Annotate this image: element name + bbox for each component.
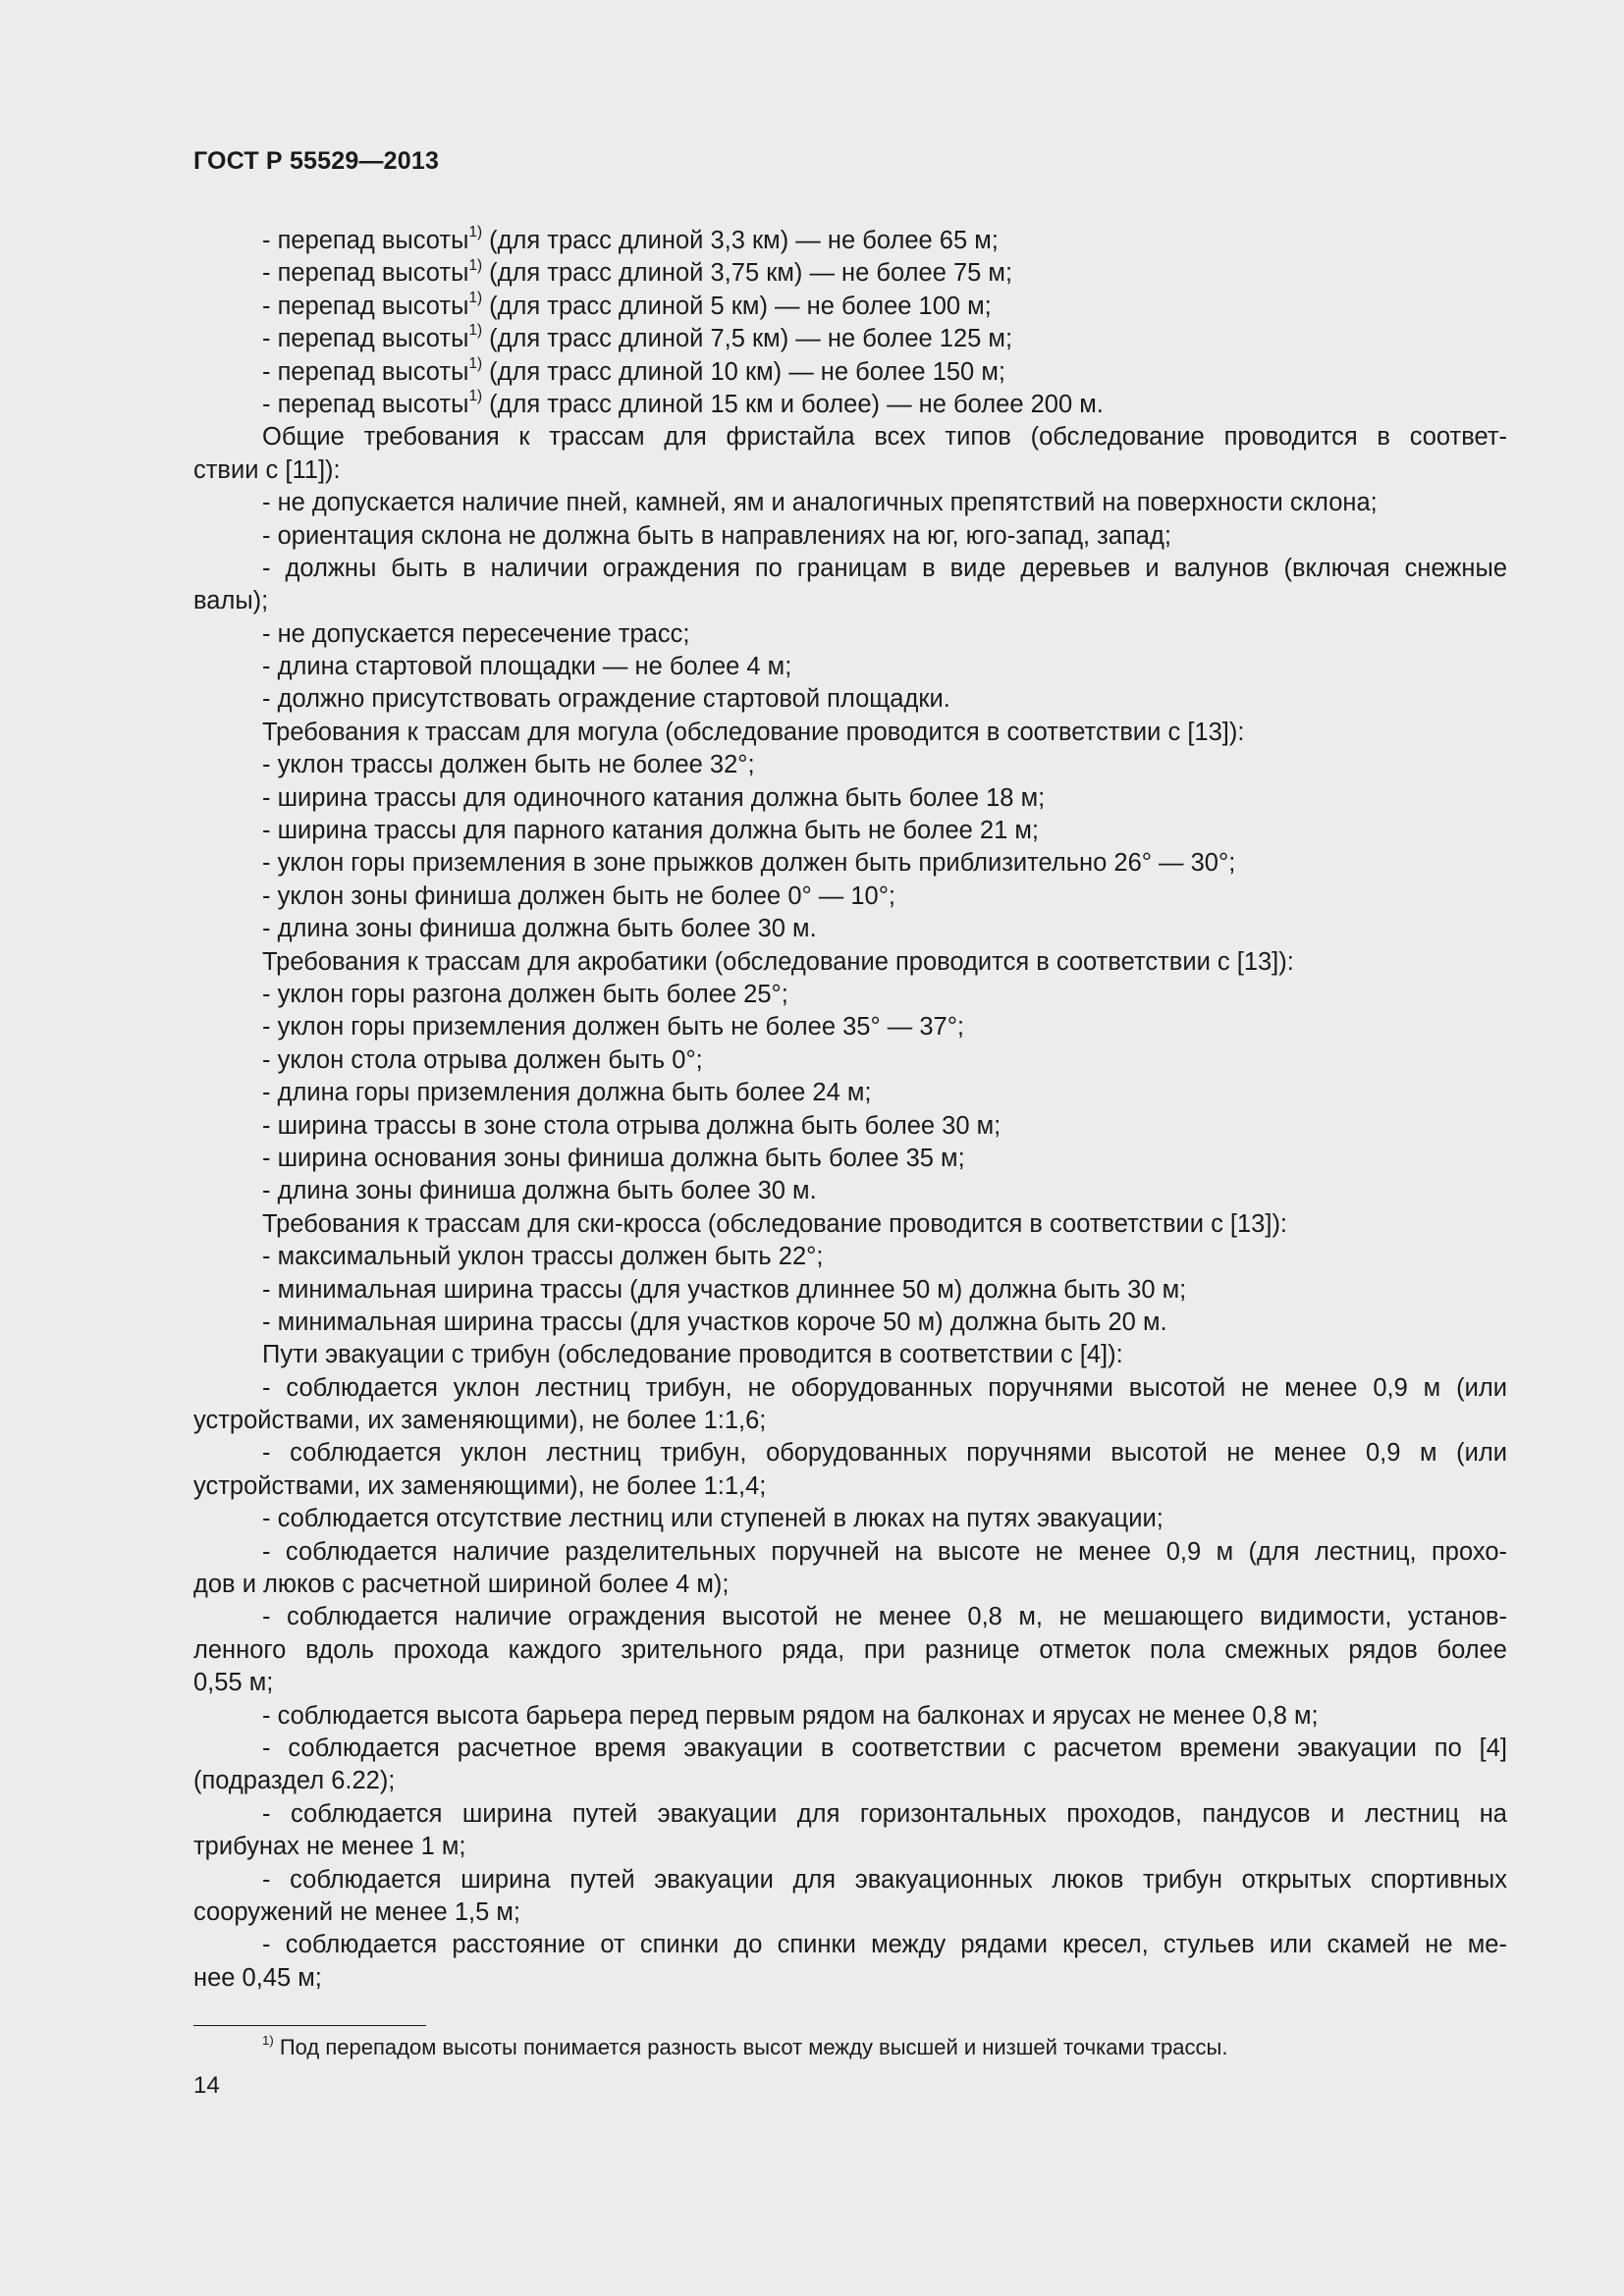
list-item <box>193 323 1507 355</box>
line-text: - перепад высоты <box>262 259 469 288</box>
line-text: - перепад высоты <box>262 390 469 418</box>
footnote-separator <box>193 2025 426 2026</box>
footnote-ref: 1) <box>468 256 483 274</box>
list-item: - уклон горы приземления должен быть не более 35° — 37°; <box>262 1013 964 1041</box>
paragraph-line: (подраздел 6.22); <box>193 1767 396 1795</box>
paragraph-line: ленного вдоль прохода каждого зрительного ряда, при разнице отметок пола смежных рядов более <box>193 1635 1507 1664</box>
line-text: - перепад высоты <box>262 227 469 254</box>
document-header: ГОСТ Р 55529—2013 <box>193 147 440 175</box>
list-item: - соблюдается расчетное время эвакуации в соответствии с расчетом времени эвакуации по [4] <box>262 1734 1507 1762</box>
footnote-text: Под перепадом высоты понимается разность высот между высшей и низшей точками трассы. <box>273 2035 1228 2059</box>
list-item: - длина горы приземления должна быть более 24 м; <box>262 1079 872 1107</box>
list-item <box>193 389 1507 421</box>
list-item: - соблюдается высота барьера перед первым рядом на балконах и ярусах не менее 0,8 м; <box>262 1701 1319 1730</box>
list-item: - соблюдается наличие разделительных поручней на высоте не менее 0,9 м (для лестниц, прохо- <box>262 1537 1507 1566</box>
list-item: - не допускается пересечение трасс; <box>262 619 690 648</box>
footnote-ref: 1) <box>468 322 483 340</box>
list-item: - ширина трассы для одиночного катания должна быть более 18 м; <box>262 783 1046 812</box>
paragraph-line: трибунах не менее 1 м; <box>193 1833 466 1861</box>
list-item: - соблюдается наличие ограждения высотой не менее 0,8 м, не мешающего видимости, установ- <box>262 1603 1507 1631</box>
list-item: - ширина основания зоны финиша должна быть более 35 м; <box>262 1144 965 1172</box>
line-text: (для трасс длиной 15 км и более) — не более 200 м. <box>482 390 1104 418</box>
list-item: - максимальный уклон трассы должен быть 22°; <box>262 1243 824 1271</box>
line-text: (для трасс длиной 5 км) — не более 100 м; <box>482 292 992 320</box>
list-item: - длина стартовой площадки — не более 4 м; <box>262 653 792 681</box>
footnote-mark: 1) <box>262 2032 274 2048</box>
line-text: - перепад высоты <box>262 325 469 353</box>
paragraph-line: 0,55 м; <box>193 1669 274 1697</box>
section-heading: Требования к трассам для акробатики (обследование проводится в соответствии с [13]): <box>262 947 1294 976</box>
paragraph-line: дов и люков с расчетной шириной более 4 м); <box>193 1571 730 1599</box>
list-item <box>193 291 1507 323</box>
list-item: - уклон зоны финиша должен быть не более 0° — 10°; <box>262 881 896 910</box>
line-text: (для трасс длиной 10 км) — не более 150 м; <box>482 357 1005 386</box>
list-item: - должны быть в наличии ограждения по границам в виде деревьев и валунов (включая снежные <box>262 554 1507 582</box>
list-item: - соблюдается уклон лестниц трибун, оборудованных поручнями высотой не менее 0,9 м (или <box>262 1439 1507 1468</box>
paragraph-line: валы); <box>193 587 269 615</box>
list-item: - длина зоны финиша должна быть более 30 м. <box>262 1177 817 1205</box>
list-item: - соблюдается уклон лестниц трибун, не оборудованных поручнями высотой не менее 0,9 м (или <box>262 1373 1507 1402</box>
list-item: - не допускается наличие пней, камней, ям и аналогичных препятствий на поверхности склона; <box>262 489 1378 517</box>
list-item: - уклон стола отрыва должен быть 0°; <box>262 1045 703 1074</box>
footnote-ref: 1) <box>468 224 483 241</box>
line-text: (для трасс длиной 3,3 км) — не более 65 м; <box>482 227 999 254</box>
section-heading: Требования к трассам для ски-кросса (обследование проводится в соответствии с [13]): <box>262 1209 1288 1238</box>
paragraph-line: ствии с [11]): <box>193 455 341 484</box>
list-item: - уклон трассы должен быть не более 32°; <box>262 751 755 779</box>
list-item: - соблюдается ширина путей эвакуации для горизонтальных проходов, пандусов и лестниц на <box>262 1799 1507 1828</box>
list-item: - уклон горы приземления в зоне прыжков должен быть приблизительно 26° — 30°; <box>262 849 1236 878</box>
page-number: 14 <box>193 2072 220 2099</box>
list-item: - соблюдается ширина путей эвакуации для эвакуационных люков трибун открытых спортивных <box>262 1865 1507 1894</box>
list-item: - длина зоны финиша должна быть более 30 м. <box>262 915 817 943</box>
document-body <box>193 225 1507 1995</box>
list-item <box>193 257 1507 290</box>
line-text: - перепад высоты <box>262 357 469 386</box>
list-item: - соблюдается отсутствие лестниц или ступеней в люках на путях эвакуации; <box>262 1505 1164 1533</box>
list-item: - минимальная ширина трассы (для участков длиннее 50 м) должна быть 30 м; <box>262 1275 1187 1304</box>
list-item: - минимальная ширина трассы (для участков короче 50 м) должна быть 20 м. <box>262 1308 1167 1336</box>
line-text: (для трасс длиной 3,75 км) — не более 75 м; <box>482 259 1013 288</box>
footnote <box>262 2033 1227 2062</box>
list-item: - ширина трассы для парного катания должна быть не более 21 м; <box>262 817 1039 845</box>
list-item: - должно присутствовать ограждение стартовой площадки. <box>262 685 950 714</box>
paragraph-line: сооружений не менее 1,5 м; <box>193 1897 520 1926</box>
list-item: - уклон горы разгона должен быть более 25°; <box>262 980 788 1008</box>
paragraph-line: Общие требования к трассам для фристайла всех типов (обследование проводится в соответ- <box>262 423 1507 452</box>
footnote-ref: 1) <box>468 290 483 306</box>
footnote-ref: 1) <box>468 388 483 405</box>
list-item: - ориентация склона не должна быть в направлениях на юг, юго-запад, запад; <box>262 521 1171 550</box>
list-item <box>193 356 1507 389</box>
list-item: - ширина трассы в зоне стола отрыва должна быть более 30 м; <box>262 1111 1001 1140</box>
paragraph-line: нее 0,45 м; <box>193 1963 322 1992</box>
paragraph-line: устройствами, их заменяющими), не более 1:1,6; <box>193 1407 767 1435</box>
section-heading: Требования к трассам для могула (обследование проводится в соответствии с [13]): <box>262 718 1245 746</box>
line-text: - перепад высоты <box>262 292 469 320</box>
list-item <box>193 225 1507 257</box>
line-text: (для трасс длиной 7,5 км) — не более 125 м; <box>482 325 1013 353</box>
footnote-ref: 1) <box>468 354 483 372</box>
section-heading: Пути эвакуации с трибун (обследование проводится в соответствии с [4]): <box>262 1341 1123 1369</box>
list-item: - соблюдается расстояние от спинки до спинки между рядами кресел, стульев или скамей не ме- <box>262 1931 1507 1959</box>
paragraph-line: устройствами, их заменяющими), не более 1:1,4; <box>193 1471 767 1500</box>
